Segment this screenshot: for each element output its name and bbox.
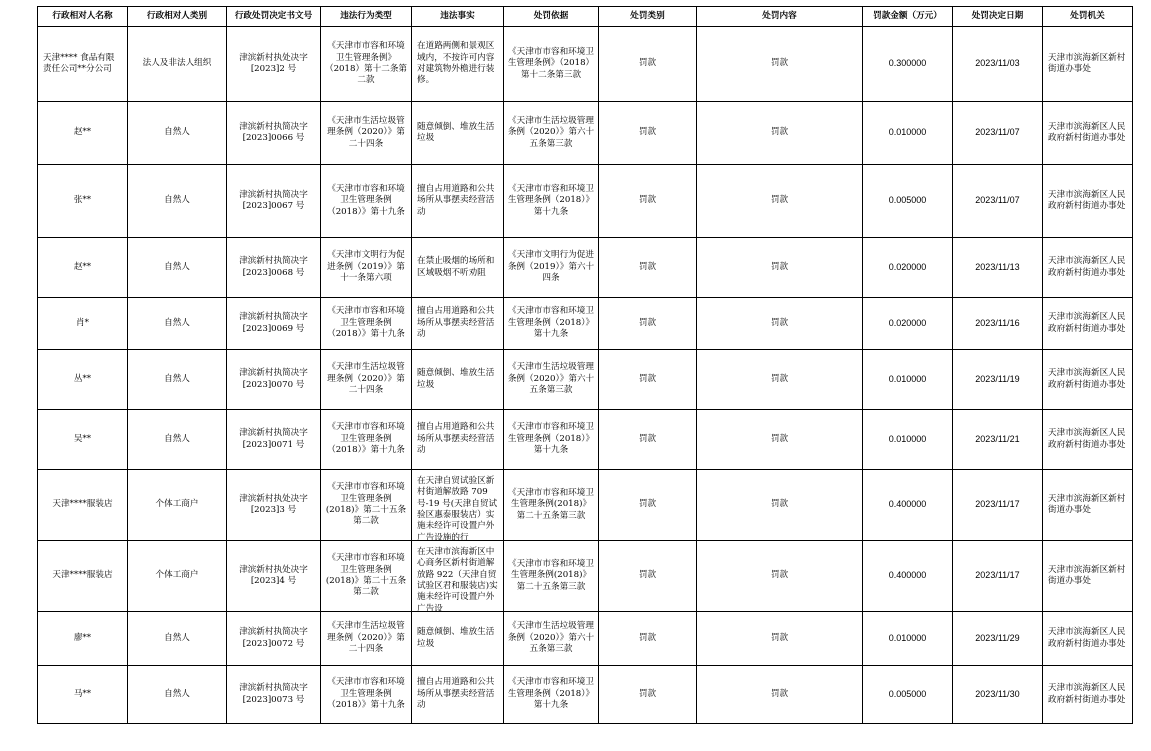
penalty-category: 罚款 bbox=[599, 410, 697, 470]
penalty-basis: 《天津市生活垃圾管理条例（2020）》第六十五条第三款 bbox=[504, 102, 599, 165]
doc-number: 津滨新村执简决字[2023]0067 号 bbox=[227, 165, 321, 238]
penalty-content: 罚款 bbox=[697, 102, 863, 165]
penalty-authority: 天津市滨海新区人民政府新村街道办事处 bbox=[1043, 410, 1133, 470]
decision-date: 2023/11/21 bbox=[953, 410, 1043, 470]
penalty-content: 罚款 bbox=[697, 165, 863, 238]
doc-number: 津滨新村执简决字[2023]0070 号 bbox=[227, 350, 321, 410]
table-row bbox=[38, 102, 1133, 165]
penalty-authority: 天津市滨海新区新村街道办事处 bbox=[1043, 470, 1133, 541]
violation-type: 《天津市市容和环境卫生管理条例》（2018）第十二条第二款 bbox=[321, 27, 412, 102]
fine-amount: 0.005000 bbox=[863, 165, 953, 238]
party-type: 自然人 bbox=[128, 410, 227, 470]
decision-date: 2023/11/19 bbox=[953, 350, 1043, 410]
fine-amount: 0.010000 bbox=[863, 612, 953, 666]
party-type: 自然人 bbox=[128, 165, 227, 238]
penalty-category: 罚款 bbox=[599, 350, 697, 410]
violation-type: 《天津市生活垃圾管理条例（2020）》第二十四条 bbox=[321, 102, 412, 165]
violation-type: 《天津市市容和环境卫生管理条例（2018）》第十九条 bbox=[321, 666, 412, 724]
violation-facts: 随意倾倒、堆放生活垃圾 bbox=[412, 612, 504, 666]
party-type: 自然人 bbox=[128, 666, 227, 724]
penalty-content: 罚款 bbox=[697, 238, 863, 298]
party-name: 天津****服装店 bbox=[38, 470, 128, 541]
fine-amount: 0.020000 bbox=[863, 238, 953, 298]
penalty-authority: 天津市滨海新区新村街道办事处 bbox=[1043, 27, 1133, 102]
table-row bbox=[38, 298, 1133, 350]
violation-facts-text: 在天津市滨海新区中心商务区新村街道解放路 922（天津自贸试验区君和服装店)实施未经许可设置户外广告设 bbox=[417, 547, 498, 614]
violation-type: 《天津市生活垃圾管理条例（2020）》第二十四条 bbox=[321, 350, 412, 410]
decision-date: 2023/11/13 bbox=[953, 238, 1043, 298]
fine-amount: 0.005000 bbox=[863, 666, 953, 724]
violation-facts: 擅自占用道路和公共场所从事摆卖经营活动 bbox=[412, 298, 504, 350]
violation-type: 《天津市文明行为促进条例（2019）》第十一条第六项 bbox=[321, 238, 412, 298]
penalty-content: 罚款 bbox=[697, 541, 863, 612]
doc-number: 津滨新村执简决字[2023]0073 号 bbox=[227, 666, 321, 724]
penalty-basis: 《天津市生活垃圾管理条例（2020）》第六十五条第三款 bbox=[504, 350, 599, 410]
table-row bbox=[38, 541, 1133, 612]
penalty-authority: 天津市滨海新区人民政府新村街道办事处 bbox=[1043, 350, 1133, 410]
fine-amount: 0.010000 bbox=[863, 350, 953, 410]
party-type: 自然人 bbox=[128, 298, 227, 350]
table-row bbox=[38, 27, 1133, 102]
penalty-category: 罚款 bbox=[599, 612, 697, 666]
decision-date: 2023/11/16 bbox=[953, 298, 1043, 350]
decision-date: 2023/11/29 bbox=[953, 612, 1043, 666]
party-name: 张** bbox=[38, 165, 128, 238]
penalty-basis: 《天津市生活垃圾管理条例（2020）》第六十五条第三款 bbox=[504, 612, 599, 666]
penalty-basis: 《天津市市容和环境卫生管理条例（2018）》第十九条 bbox=[504, 410, 599, 470]
party-name: 天津****服装店 bbox=[38, 541, 128, 612]
table-row bbox=[38, 165, 1133, 238]
penalty-authority: 天津市滨海新区人民政府新村街道办事处 bbox=[1043, 298, 1133, 350]
table-row bbox=[38, 666, 1133, 724]
penalty-authority: 天津市滨海新区人民政府新村街道办事处 bbox=[1043, 666, 1133, 724]
fine-amount: 0.400000 bbox=[863, 470, 953, 541]
penalty-basis: 《天津市市容和环境卫生管理条例（2018）》第十九条 bbox=[504, 298, 599, 350]
violation-facts: 随意倾倒、堆放生活垃圾 bbox=[412, 102, 504, 165]
penalty-authority: 天津市滨海新区人民政府新村街道办事处 bbox=[1043, 165, 1133, 238]
decision-date: 2023/11/07 bbox=[953, 165, 1043, 238]
penalty-category: 罚款 bbox=[599, 470, 697, 541]
penalty-content: 罚款 bbox=[697, 470, 863, 541]
violation-type: 《天津市生活垃圾管理条例（2020）》第二十四条 bbox=[321, 612, 412, 666]
doc-number: 津滨新村执处决字[2023]4 号 bbox=[227, 541, 321, 612]
party-type: 法人及非法人组织 bbox=[128, 27, 227, 102]
header-amount: 罚款金额（万元） bbox=[863, 7, 953, 27]
party-name: 天津**** 食品有限责任公司**分公司 bbox=[38, 27, 128, 102]
doc-number: 津滨新村执处决字[2023]3 号 bbox=[227, 470, 321, 541]
penalty-basis: 《天津市市容和环境卫生管理条例（2018）》第十九条 bbox=[504, 666, 599, 724]
header-name: 行政相对人名称 bbox=[38, 7, 128, 27]
party-name: 丛** bbox=[38, 350, 128, 410]
penalty-category: 罚款 bbox=[599, 541, 697, 612]
party-type: 个体工商户 bbox=[128, 541, 227, 612]
header-facts: 违法事实 bbox=[412, 7, 504, 27]
violation-facts-text: 在天津自贸试验区新村街道解放路 709 号-19 号(天津自贸试验区惠泰服装店）实施未经许可设置户外广告设施的行 bbox=[417, 476, 498, 543]
party-name: 廖** bbox=[38, 612, 128, 666]
header-party-type: 行政相对人类别 bbox=[128, 7, 227, 27]
fine-amount: 0.020000 bbox=[863, 298, 953, 350]
doc-number: 津滨新村执简决字[2023]0069 号 bbox=[227, 298, 321, 350]
header-violation: 违法行为类型 bbox=[321, 7, 412, 27]
penalty-authority: 天津市滨海新区人民政府新村街道办事处 bbox=[1043, 238, 1133, 298]
doc-number: 津滨新村执简决字[2023]0068 号 bbox=[227, 238, 321, 298]
penalty-content: 罚款 bbox=[697, 350, 863, 410]
violation-type: 《天津市市容和环境卫生管理条例(2018)》第二十五条第二款 bbox=[321, 470, 412, 541]
table-row bbox=[38, 470, 1133, 541]
penalty-basis: 《天津市市容和环境卫生管理条例》（2018）第十二条第三款 bbox=[504, 27, 599, 102]
penalty-authority: 天津市滨海新区人民政府新村街道办事处 bbox=[1043, 612, 1133, 666]
violation-type: 《天津市市容和环境卫生管理条例（2018）》第十九条 bbox=[321, 410, 412, 470]
violation-type: 《天津市市容和环境卫生管理条例（2018）》第十九条 bbox=[321, 298, 412, 350]
party-type: 自然人 bbox=[128, 350, 227, 410]
party-name: 赵** bbox=[38, 238, 128, 298]
decision-date: 2023/11/03 bbox=[953, 27, 1043, 102]
table-row bbox=[38, 350, 1133, 410]
header-authority: 处罚机关 bbox=[1043, 7, 1133, 27]
header-content: 处罚内容 bbox=[697, 7, 863, 27]
header-category: 处罚类别 bbox=[599, 7, 697, 27]
doc-number: 津滨新村执简决字[2023]0072 号 bbox=[227, 612, 321, 666]
decision-date: 2023/11/07 bbox=[953, 102, 1043, 165]
header-row bbox=[38, 7, 1133, 27]
penalty-basis: 《天津市文明行为促进条例（2019）》第六十四条 bbox=[504, 238, 599, 298]
table-body bbox=[38, 27, 1133, 724]
fine-amount: 0.010000 bbox=[863, 102, 953, 165]
penalty-category: 罚款 bbox=[599, 165, 697, 238]
violation-facts: 在禁止吸烟的场所和区域吸烟不听劝阻 bbox=[412, 238, 504, 298]
table-row bbox=[38, 238, 1133, 298]
penalty-authority: 天津市滨海新区新村街道办事处 bbox=[1043, 541, 1133, 612]
violation-facts: 擅自占用道路和公共场所从事摆卖经营活动 bbox=[412, 165, 504, 238]
party-name: 肖* bbox=[38, 298, 128, 350]
penalty-category: 罚款 bbox=[599, 298, 697, 350]
penalty-content: 罚款 bbox=[697, 612, 863, 666]
fine-amount: 0.400000 bbox=[863, 541, 953, 612]
penalty-category: 罚款 bbox=[599, 27, 697, 102]
penalty-basis: 《天津市市容和环境卫生管理条例（2018）》第十九条 bbox=[504, 165, 599, 238]
fine-amount: 0.010000 bbox=[863, 410, 953, 470]
penalty-category: 罚款 bbox=[599, 102, 697, 165]
party-name: 赵** bbox=[38, 102, 128, 165]
penalty-table bbox=[37, 6, 1133, 724]
table-row bbox=[38, 410, 1133, 470]
violation-type: 《天津市市容和环境卫生管理条例(2018)》第二十五条第二款 bbox=[321, 541, 412, 612]
penalty-category: 罚款 bbox=[599, 238, 697, 298]
doc-number: 津滨新村执简决字[2023]0071 号 bbox=[227, 410, 321, 470]
decision-date: 2023/11/30 bbox=[953, 666, 1043, 724]
doc-number: 津滨新村执处决字[2023]2 号 bbox=[227, 27, 321, 102]
party-type: 自然人 bbox=[128, 102, 227, 165]
header-basis: 处罚依据 bbox=[504, 7, 599, 27]
penalty-content: 罚款 bbox=[697, 410, 863, 470]
party-type: 自然人 bbox=[128, 612, 227, 666]
party-type: 自然人 bbox=[128, 238, 227, 298]
fine-amount: 0.300000 bbox=[863, 27, 953, 102]
penalty-authority: 天津市滨海新区人民政府新村街道办事处 bbox=[1043, 102, 1133, 165]
penalty-content: 罚款 bbox=[697, 666, 863, 724]
penalty-basis: 《天津市市容和环境卫生管理条例(2018)》第二十五条第三款 bbox=[504, 541, 599, 612]
penalty-category: 罚款 bbox=[599, 666, 697, 724]
party-type: 个体工商户 bbox=[128, 470, 227, 541]
decision-date: 2023/11/17 bbox=[953, 541, 1043, 612]
penalty-basis: 《天津市市容和环境卫生管理条例(2018)》第二十五条第三款 bbox=[504, 470, 599, 541]
violation-facts: 擅自占用道路和公共场所从事摆卖经营活动 bbox=[412, 666, 504, 724]
violation-facts: 擅自占用道路和公共场所从事摆卖经营活动 bbox=[412, 410, 504, 470]
table-row bbox=[38, 612, 1133, 666]
penalty-content: 罚款 bbox=[697, 27, 863, 102]
violation-type: 《天津市市容和环境卫生管理条例（2018）》第十九条 bbox=[321, 165, 412, 238]
violation-facts bbox=[412, 541, 504, 612]
header-date: 处罚决定日期 bbox=[953, 7, 1043, 27]
header-doc-no: 行政处罚决定书文号 bbox=[227, 7, 321, 27]
violation-facts: 随意倾倒、堆放生活垃圾 bbox=[412, 350, 504, 410]
violation-facts: 在道路两侧和景观区域内，不按许可内容对建筑物外檐进行装修。 bbox=[412, 27, 504, 102]
violation-facts bbox=[412, 470, 504, 541]
party-name: 吴** bbox=[38, 410, 128, 470]
decision-date: 2023/11/17 bbox=[953, 470, 1043, 541]
party-name: 马** bbox=[38, 666, 128, 724]
doc-number: 津滨新村执简决字[2023]0066 号 bbox=[227, 102, 321, 165]
penalty-content: 罚款 bbox=[697, 298, 863, 350]
